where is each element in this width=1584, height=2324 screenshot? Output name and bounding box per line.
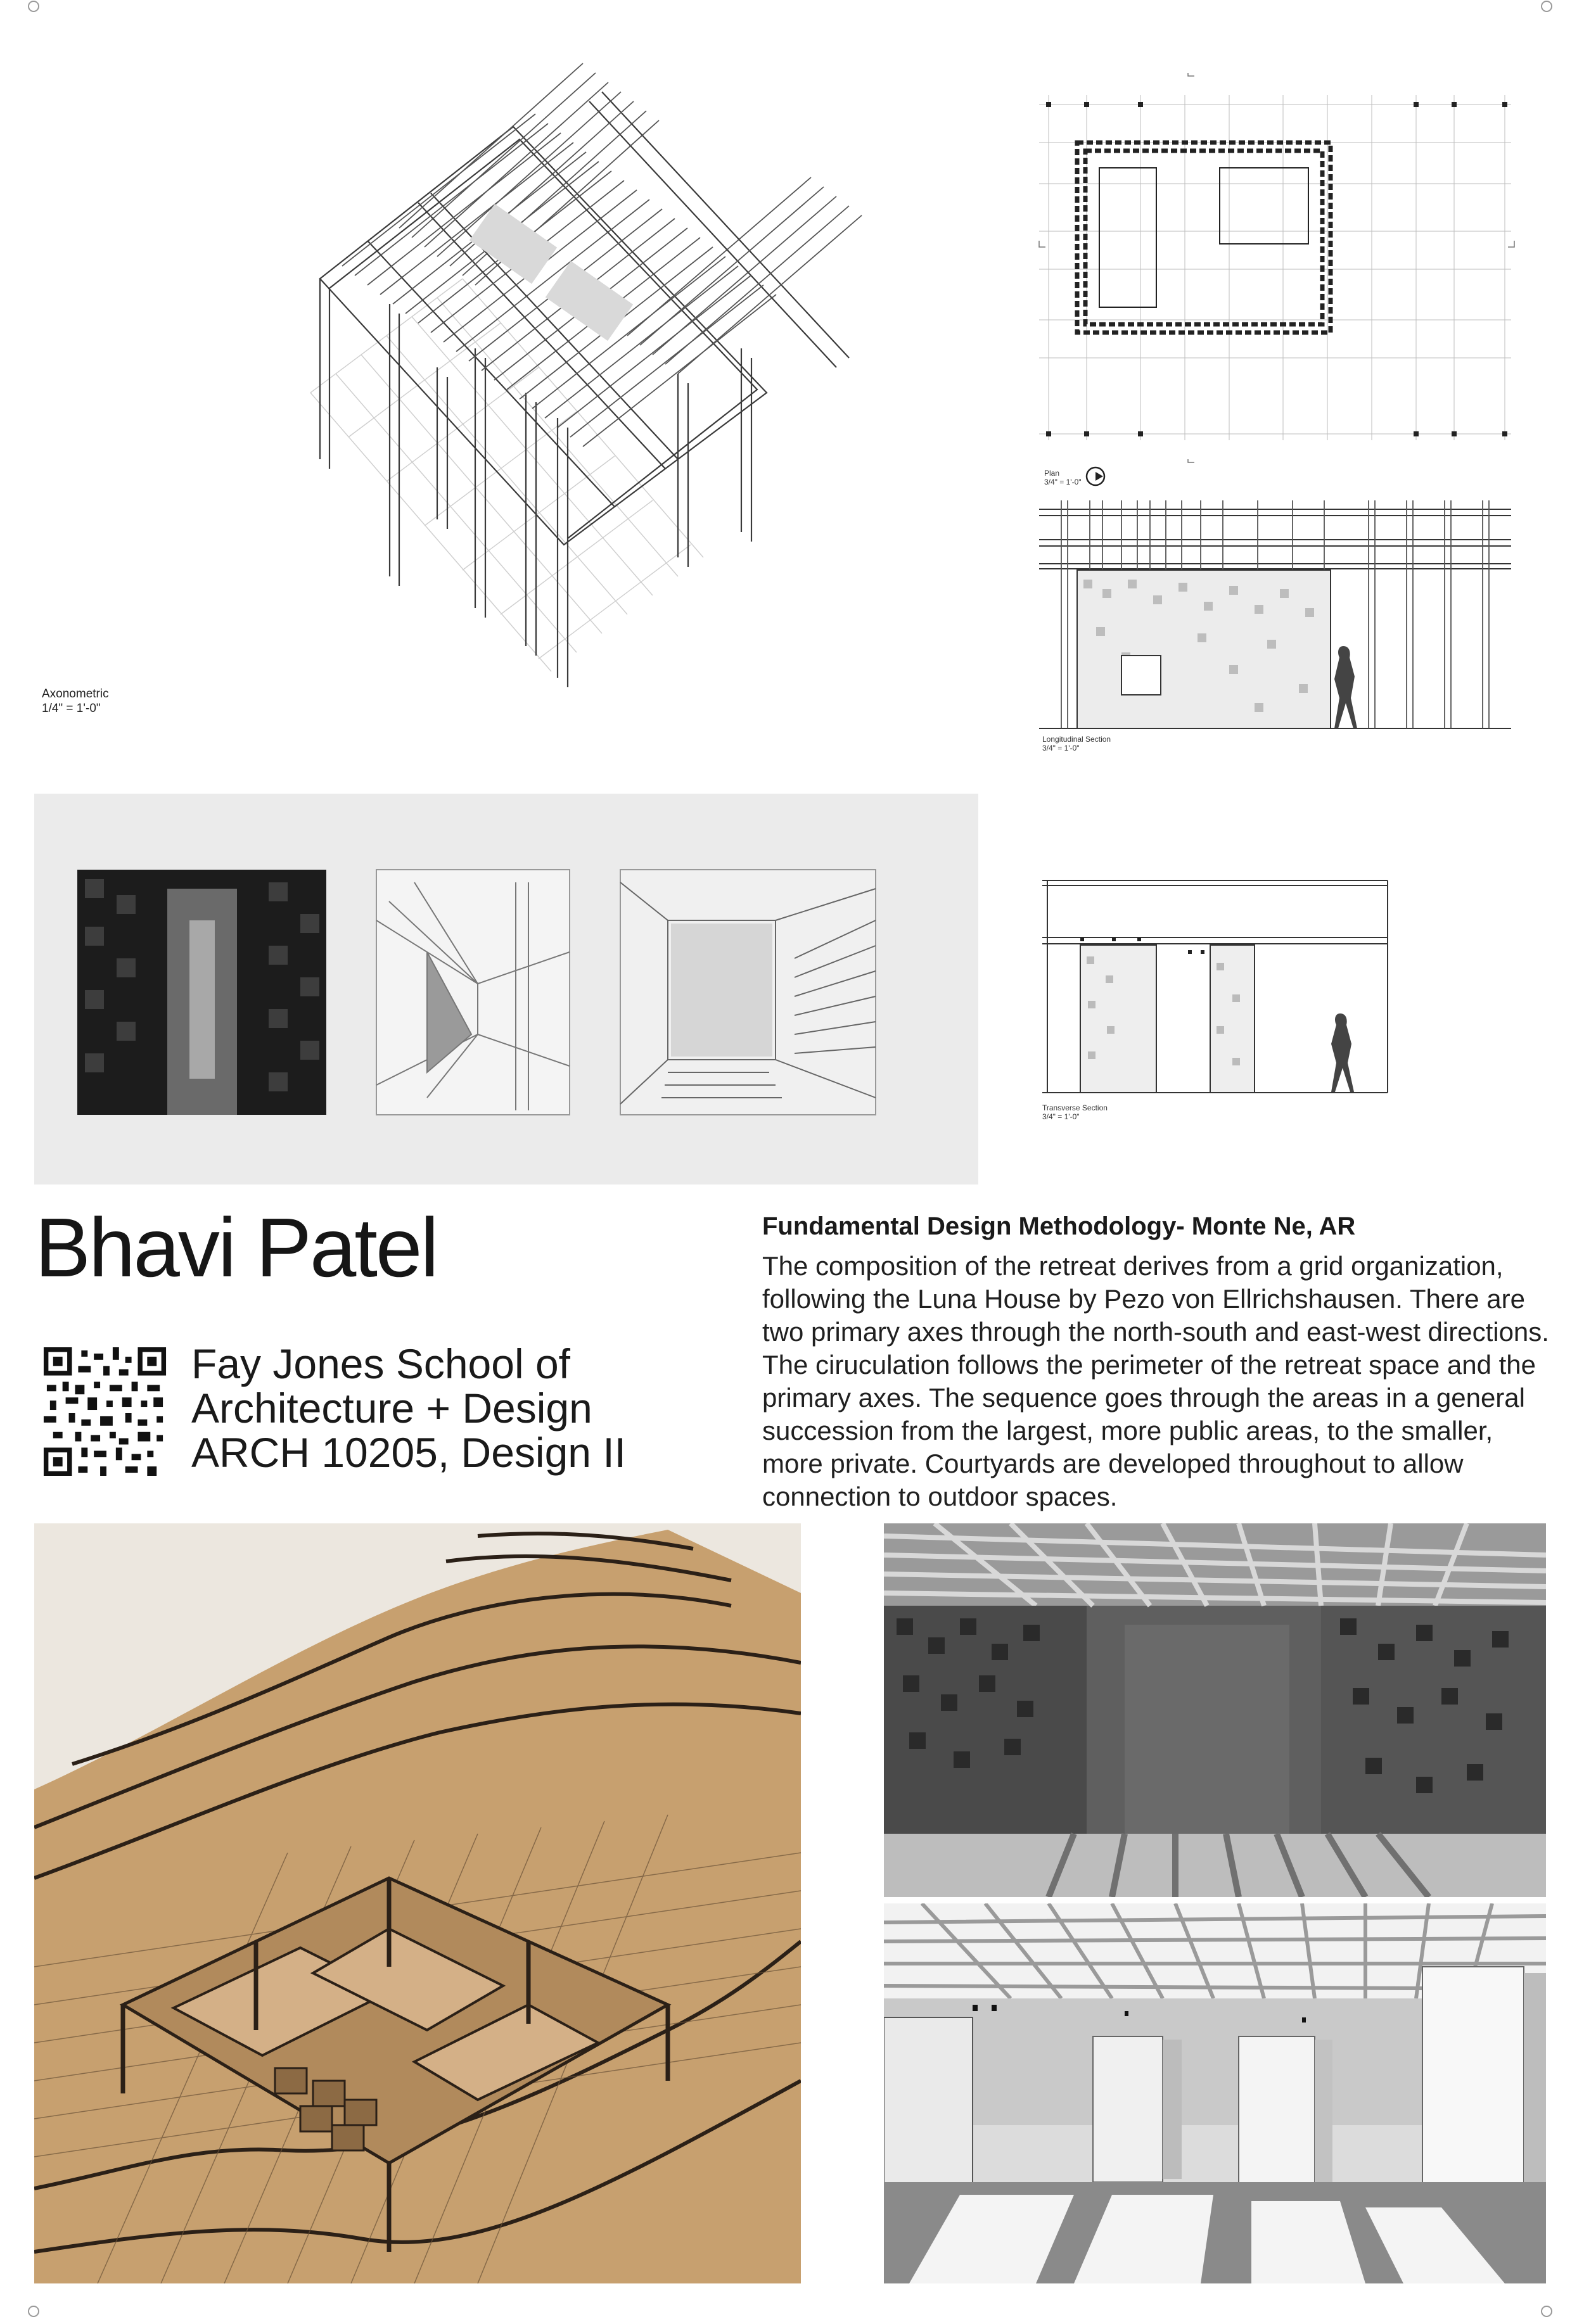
axonometric-drawing: [285, 38, 919, 722]
longitudinal-section-scale: 3/4" = 1'-0": [1042, 744, 1080, 752]
longitudinal-section-drawing: [1039, 500, 1521, 741]
longitudinal-section-title: Longitudinal Section: [1042, 735, 1111, 744]
plan-scale: 3/4" = 1'-0": [1044, 478, 1082, 486]
transverse-section-drawing: [1042, 874, 1397, 1102]
interior-render-shadow-art: [884, 1523, 1546, 1897]
pin-mark-icon: [1541, 2306, 1552, 2317]
plan-drawing: [1011, 67, 1543, 472]
interior-render-columns-art: [884, 1903, 1546, 2283]
interior-render-columns: [884, 1903, 1546, 2283]
site-model-art: [34, 1523, 801, 2283]
site-model-photo: [34, 1523, 801, 2283]
qr-code-icon: [43, 1347, 167, 1476]
axonometric-scale: 1/4" = 1'-0": [42, 702, 101, 715]
plan-title: Plan: [1044, 469, 1060, 478]
course-line: ARCH 10205, Design II: [191, 1429, 627, 1476]
school-line-1: Fay Jones School of: [191, 1340, 570, 1387]
author-name: Bhavi Patel: [35, 1201, 437, 1294]
sketch-panel-art: [34, 794, 978, 1184]
transverse-section-title: Transverse Section: [1042, 1103, 1108, 1112]
north-arrow-icon: [1085, 466, 1106, 487]
pin-mark-icon: [28, 1, 39, 12]
description-title: Fundamental Design Methodology- Monte Ne, AR: [762, 1212, 1356, 1240]
pin-mark-icon: [1541, 1, 1552, 12]
interior-render-shadow: [884, 1523, 1546, 1897]
axonometric-title: Axonometric: [42, 687, 109, 701]
pin-mark-icon: [28, 2306, 39, 2317]
description-body: The composition of the retreat derives from a grid organization, following the Luna House by Pezo von Ellrichshausen. There are two primary axes through the north-south and east-west directions. The ciruculation follows the perimeter of the retreat space and the primary axes. The sequence goes through the areas in a general succession from the largest, more public areas, to the smaller, more private. Courtyards are developed throughout to allow connection to outdoor spaces.: [762, 1251, 1549, 1511]
school-line-2: Architecture + Design: [191, 1385, 592, 1432]
transverse-section-scale: 3/4" = 1'-0": [1042, 1112, 1080, 1121]
sketch-panel: [34, 794, 978, 1184]
